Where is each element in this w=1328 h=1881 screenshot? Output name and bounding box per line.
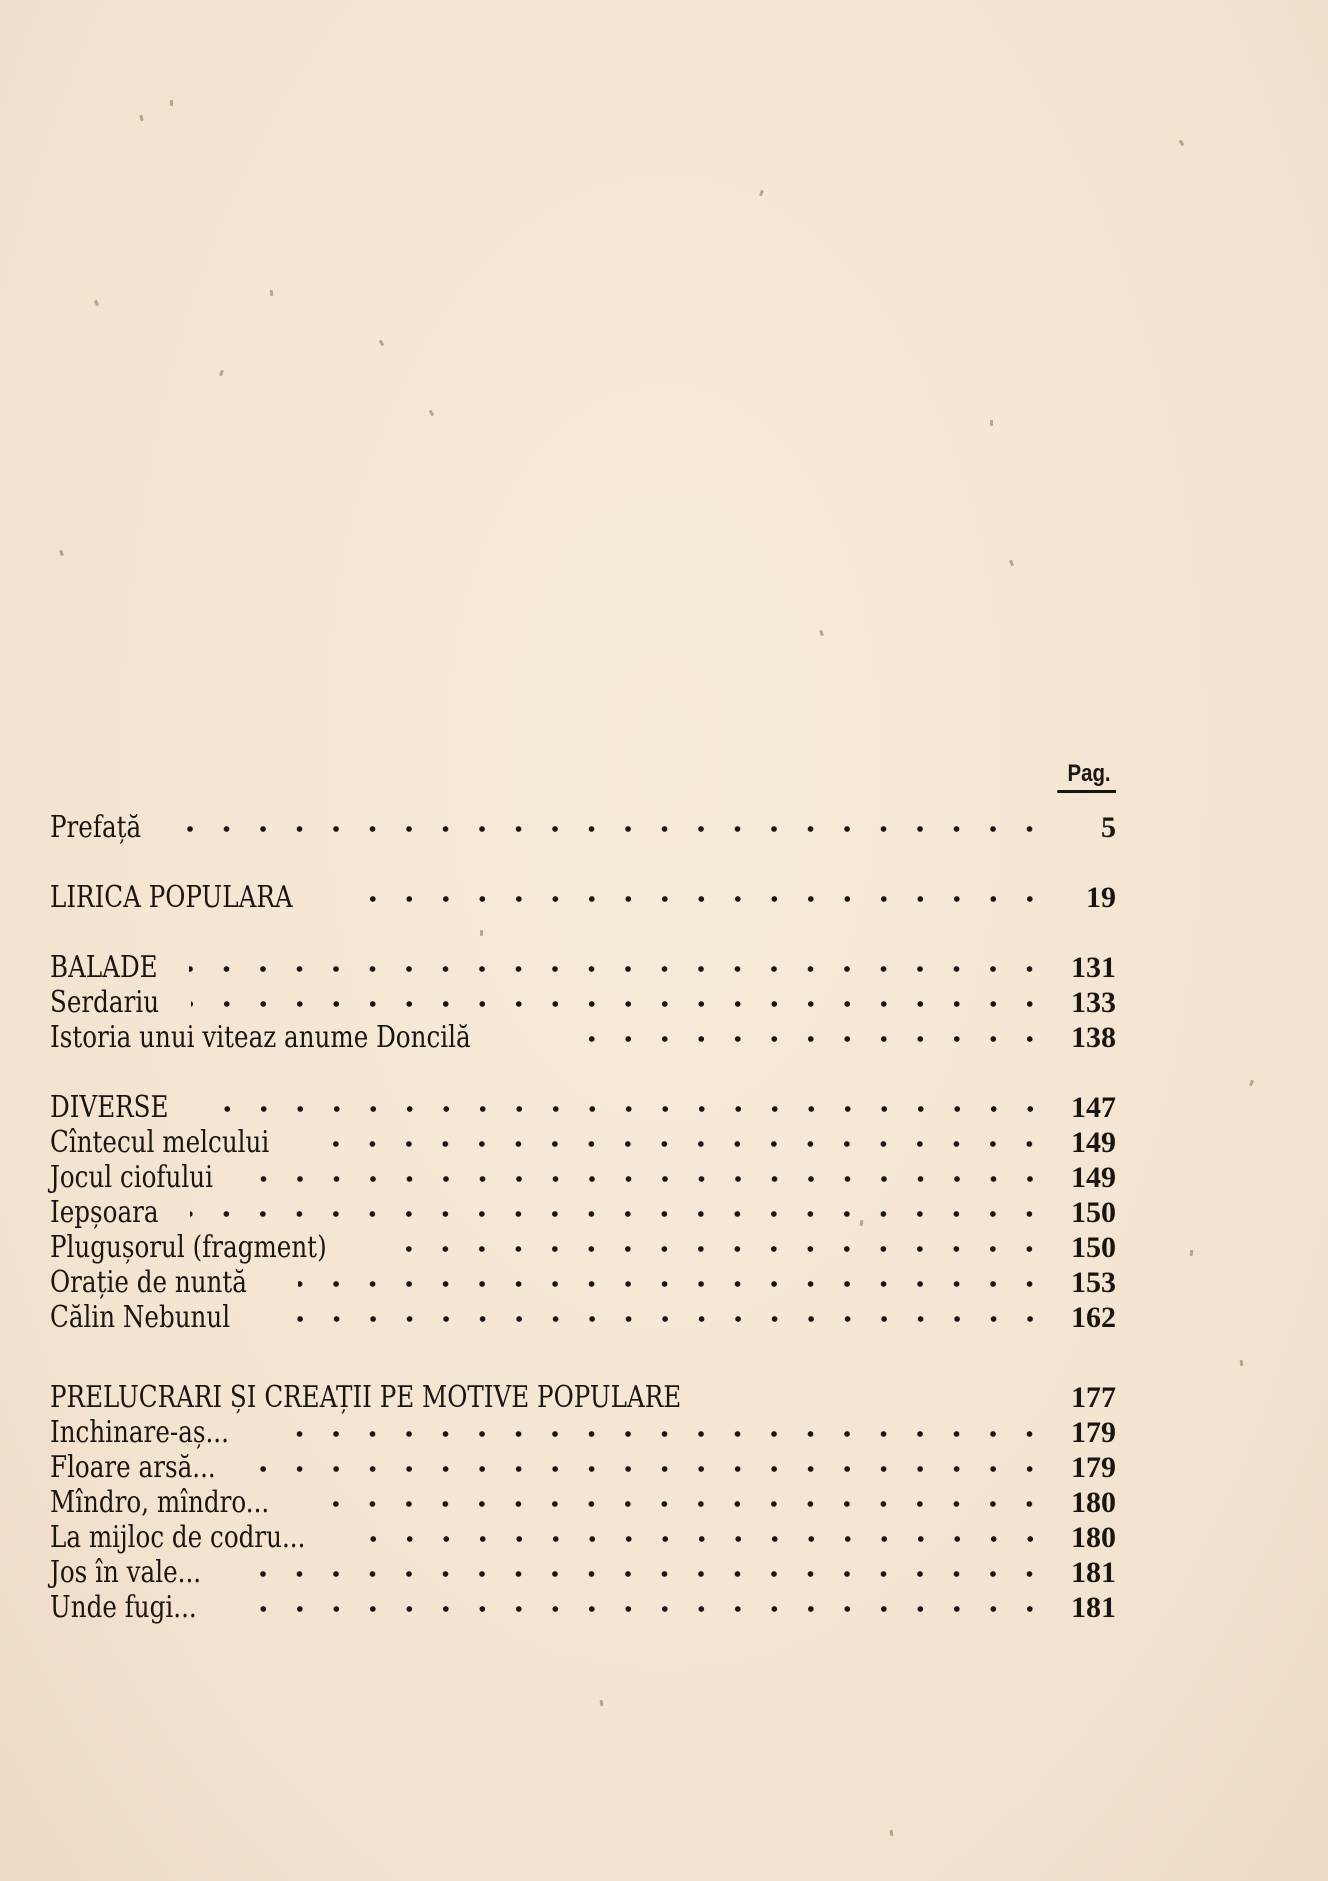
entry-page-number: 180: [1071, 1521, 1116, 1554]
paper-speck: [890, 1830, 894, 1836]
entry-title: LIRICA POPULARA: [50, 880, 293, 915]
entry-page-number: 179: [1071, 1416, 1116, 1449]
dot-leader: [325, 1494, 1048, 1514]
entry-title: Serdariu: [50, 985, 160, 1020]
entry-page-number: 138: [1071, 1021, 1116, 1054]
dot-leader: [189, 959, 1048, 979]
paper-speck: [990, 420, 993, 426]
entry-page-number: 150: [1071, 1196, 1116, 1229]
entry-title: DIVERSE: [50, 1090, 169, 1125]
paper-speck: [600, 1700, 604, 1706]
entry-title: Călin Nebunul: [50, 1300, 231, 1335]
toc-entry: [50, 950, 1116, 986]
paper-speck: [480, 930, 483, 936]
dot-leader: [169, 819, 1048, 839]
entry-page-number: 147: [1071, 1091, 1116, 1124]
toc-entry: [50, 1300, 1116, 1336]
paper-speck: [1179, 140, 1185, 147]
dot-leader: [203, 1099, 1048, 1119]
toc-entry: [50, 810, 1116, 846]
dot-leader: [257, 1169, 1048, 1189]
toc-entry: [50, 1265, 1116, 1301]
dot-leader: [571, 1029, 1048, 1049]
entry-page-number: 131: [1071, 951, 1116, 984]
entry-page-number: 179: [1071, 1451, 1116, 1484]
dot-leader: [190, 1204, 1048, 1224]
entry-page-number: 150: [1071, 1231, 1116, 1264]
toc-entry: [50, 1590, 1116, 1626]
page-column-header: Pag.: [1058, 760, 1116, 793]
toc-entry: [50, 985, 1116, 1021]
entry-title: Orație de nuntă: [50, 1265, 247, 1300]
paper-speck: [59, 550, 64, 557]
dot-leader: [395, 1239, 1048, 1259]
paper-speck: [270, 290, 274, 296]
entry-title: Inchinare-aș...: [50, 1415, 229, 1450]
dot-leader: [237, 1599, 1048, 1619]
paper-speck: [1249, 1080, 1254, 1087]
paper-speck: [94, 300, 99, 307]
entry-title: BALADE: [50, 950, 158, 985]
entry-title: Floare arsă...: [50, 1450, 216, 1485]
entry-title: La mijloc de codru...: [50, 1520, 306, 1555]
entry-title: Plugușorul (fragment): [50, 1230, 327, 1265]
entry-title: Cîntecul melcului: [50, 1125, 270, 1160]
entry-page-number: 177: [1071, 1381, 1116, 1414]
entry-page-number: 19: [1086, 881, 1116, 914]
entry-page-number: 5: [1101, 811, 1116, 844]
entry-page-number: 180: [1071, 1486, 1116, 1519]
paper-speck: [819, 630, 824, 637]
toc-entry: [50, 1450, 1116, 1486]
paper-speck: [219, 370, 224, 377]
dot-leader: [260, 1459, 1048, 1479]
entry-page-number: 149: [1071, 1126, 1116, 1159]
toc-entry: [50, 1160, 1116, 1196]
dot-leader: [242, 1564, 1048, 1584]
paper-speck: [170, 100, 173, 106]
paper-speck: [1190, 1250, 1194, 1256]
dot-leader: [276, 1424, 1048, 1444]
toc-entry: [50, 1555, 1116, 1591]
entry-page-number: 133: [1071, 986, 1116, 1019]
entry-title: Mîndro, mîndro...: [50, 1485, 270, 1520]
toc-entry: [50, 1485, 1116, 1521]
dot-leader: [354, 889, 1048, 909]
dot-leader: [325, 1134, 1048, 1154]
toc-entry: [50, 1415, 1116, 1451]
dot-leader: [370, 1529, 1048, 1549]
entry-title: Unde fugi...: [50, 1590, 197, 1625]
toc-entry: [50, 1020, 1116, 1056]
dot-leader: [191, 994, 1048, 1014]
toc-entry: [50, 1090, 1116, 1126]
entry-page-number: 181: [1071, 1591, 1116, 1624]
entry-title: Prefață: [50, 810, 142, 845]
entry-page-number: 181: [1071, 1556, 1116, 1589]
paper-speck: [1240, 1360, 1244, 1366]
paper-speck: [429, 410, 435, 417]
entry-title: PRELUCRARI ȘI CREAȚII PE MOTIVE POPULARE: [50, 1380, 682, 1415]
toc-entry: [50, 1520, 1116, 1556]
toc-entry: [50, 1195, 1116, 1231]
entry-title: Jocul ciofului: [50, 1160, 213, 1195]
entry-page-number: 162: [1071, 1301, 1116, 1334]
dot-leader: [298, 1274, 1048, 1294]
dot-leader: [828, 1389, 1048, 1409]
entry-title: Jos în vale...: [50, 1555, 202, 1590]
paper-speck: [759, 190, 764, 197]
entry-page-number: 153: [1071, 1266, 1116, 1299]
toc-entry: [50, 880, 1116, 916]
entry-page-number: 149: [1071, 1161, 1116, 1194]
paper-speck: [1009, 560, 1014, 567]
paper-speck: [379, 340, 385, 347]
entry-title: Istoria unui viteaz anume Doncilă: [50, 1020, 471, 1055]
paper-speck: [139, 115, 143, 122]
toc-entry: [50, 1230, 1116, 1266]
toc-entry: [50, 1125, 1116, 1161]
entry-title: Iepșoara: [50, 1195, 159, 1230]
dot-leader: [278, 1309, 1048, 1329]
toc-entry: [50, 1380, 1116, 1416]
